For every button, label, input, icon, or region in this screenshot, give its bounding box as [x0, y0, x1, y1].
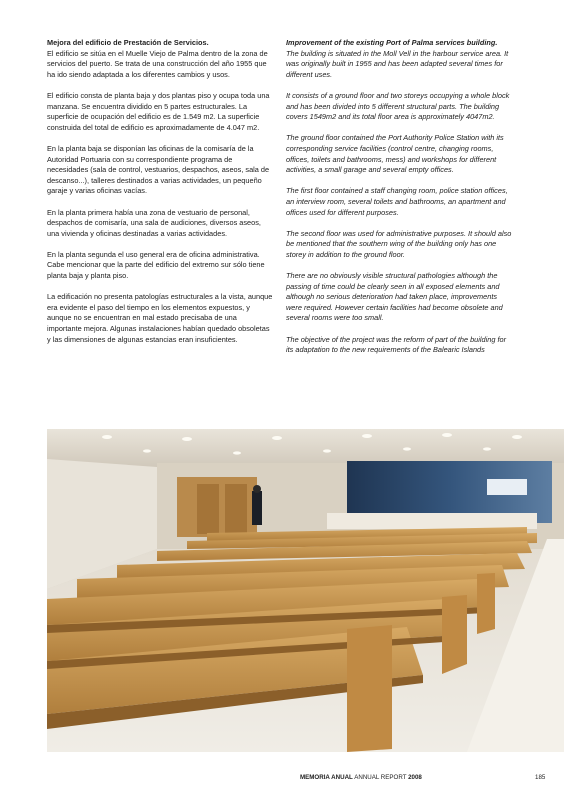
english-paragraph-1: The building is situated in the Moll Vell in the harbour service area. It was originally built in 1955 and has been adapted several times for different uses.: [286, 48, 509, 79]
english-heading: Improvement of the existing Port of Palma services building.: [286, 38, 498, 47]
spanish-paragraph-6: La edificación no presenta patologías estructurales a la vista, aunque era evidente el paso del tiempo en los elementos expuestos, y aunque no se encuentran en mal estado precisaba de una importante mejora. Algunas instalaciones habían quedado obsoletas y las dimensiones de algunas estancias eran insuficientes.: [47, 292, 273, 344]
auditorium-photo: [47, 429, 564, 752]
english-column: [286, 38, 514, 366]
spanish-paragraph-4: En la planta primera había una zona de vestuario de personal, despachos de comisaría, una sala de audiciones, diversos aseos, una vivienda y oficinas destinadas a varias actividades.: [47, 207, 261, 238]
english-paragraph-6: There are no obviously visible structural pathologies although the passing of time could be clearly seen in all exposed elements and although no serious deterioration had taken place, improvements were required. However certain facilities had become obsolete and several rooms were too small.: [286, 271, 503, 323]
page-footer: [300, 774, 550, 781]
footer-report-en: ANNUAL REPORT: [354, 774, 407, 781]
english-paragraph-2: It consists of a ground floor and two storeys occupying a whole block and has been divided into 5 different structural parts. The building covers 1549m2 and its total floor area is approximately 4047m2.: [286, 90, 510, 122]
spanish-heading: Mejora del edificio de Prestación de Servicios.: [47, 38, 209, 47]
english-paragraph-5: The second floor was used for administrative purposes. It should also be mentioned that the southern wing of the building only has one storey in addition to the ground floor.: [286, 228, 512, 259]
spanish-paragraph-5: En la planta segunda el uso general era de oficina administrativa. Cabe mencionar que la parte del edificio del extremo sur sólo tiene planta baja y planta piso.: [47, 249, 265, 281]
english-paragraph-4: The first floor contained a staff changing room, police station offices, an interview room, several toilets and bathrooms, an apartment and offices used for different purposes.: [286, 186, 508, 217]
spanish-paragraph-1: El edificio se sitúa en el Muelle Viejo de Palma dentro de la zona de servicios del puerto. Se trata de una construcción del año 1955 que ha ido siendo adaptada a los diferentes cambios y usos.: [47, 48, 268, 79]
footer-report-es: MEMORIA ANUAL: [300, 774, 353, 781]
english-paragraph-3: The ground floor contained the Port Authority Police Station with its corresponding service facilities (control centre, changing rooms, offices, toilets and bathrooms, mess) and workshops for different activities, a small garage and several empty offices.: [286, 133, 504, 175]
page-number: 185: [535, 774, 546, 781]
footer-year: 2008: [408, 774, 422, 781]
english-paragraph-7: The objective of the project was the reform of part of the building for its adaptation to the new requirements of the Balearic Islands: [286, 334, 507, 355]
spanish-paragraph-3: En la planta baja se disponían las oficinas de la comisaría de la Autoridad Portuaria con su correspondiente programa de necesidades (sala de control, vestuarios, despachos, aseos, sala de descanso...), talleres destinados a varias actividades, un pequeño garaje y varias oficinas vacías.: [47, 143, 270, 196]
spanish-column: [47, 38, 273, 356]
spanish-paragraph-2: El edificio consta de planta baja y dos plantas piso y ocupa toda una manzana. Se encuentra dividido en 5 partes estructurales. La superficie de ocupación del edificio es de 1.549 m2. La superficie construida del total de edificio es aproximadamente de 4.047 m2.: [47, 90, 270, 132]
